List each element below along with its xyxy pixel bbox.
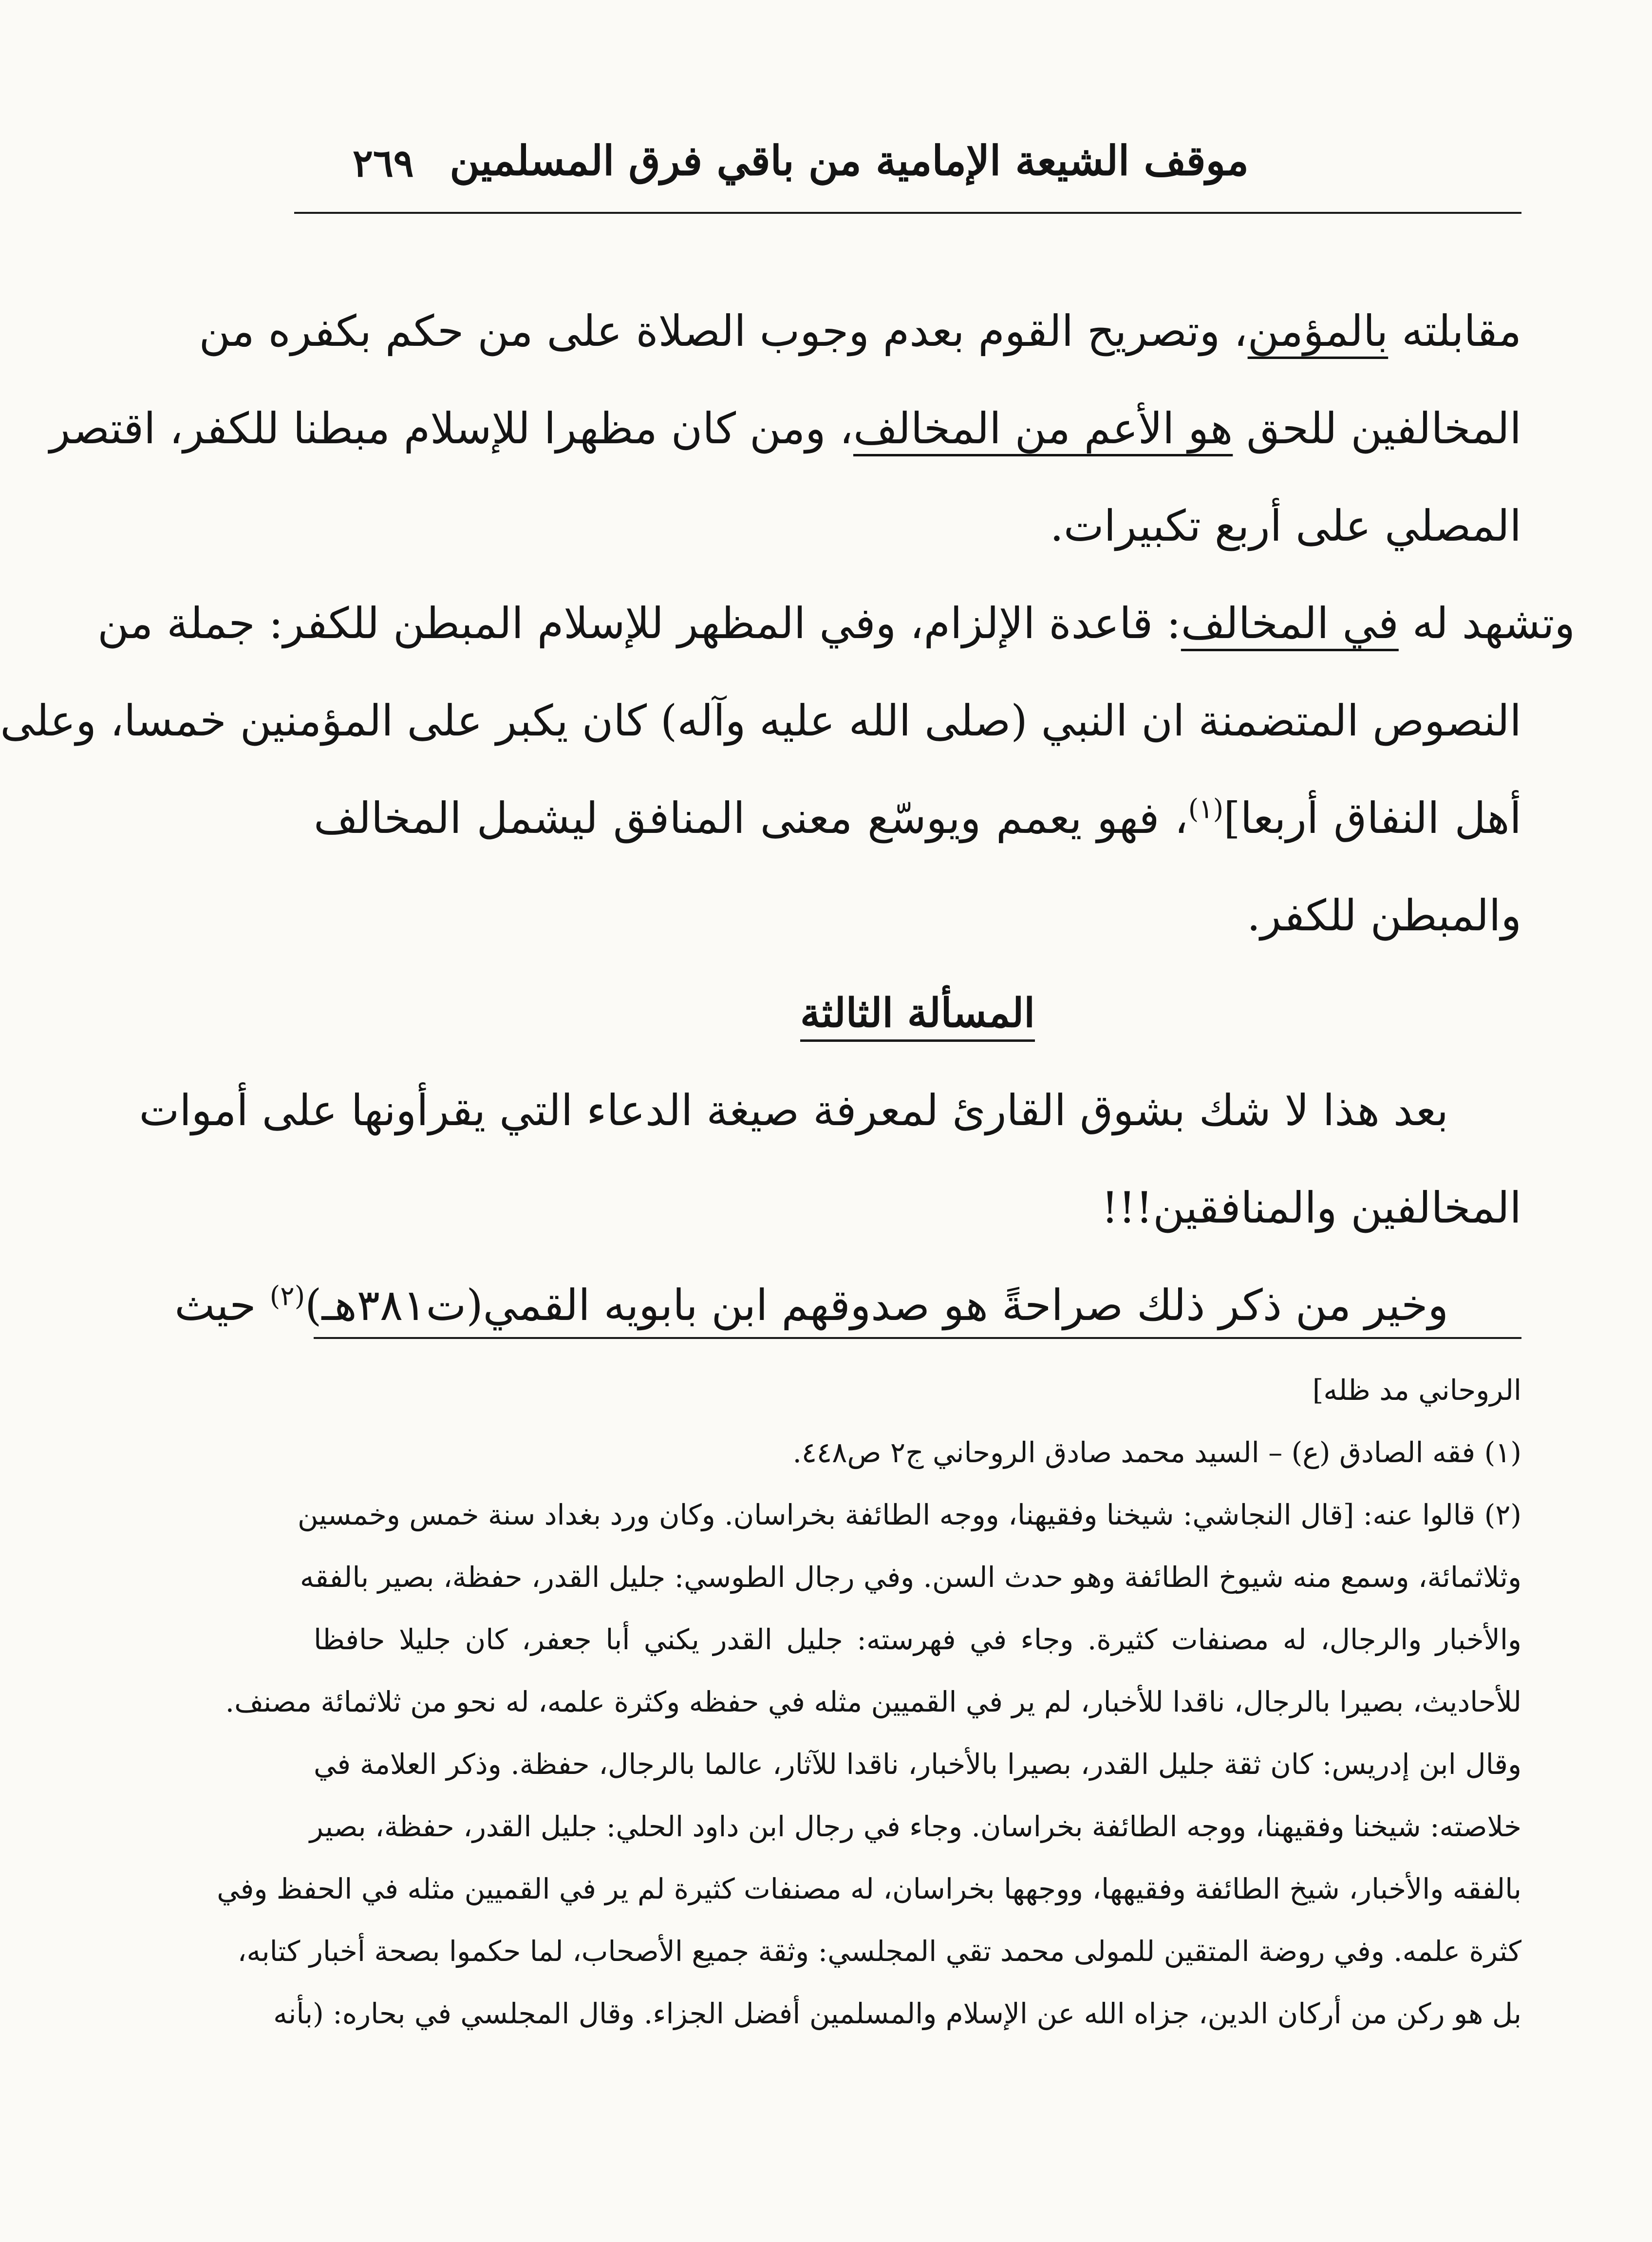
underlined-phrase: في المخالف: [1181, 598, 1399, 648]
body-line-1: مقابلته بالمؤمن، وتصريح القوم بعدم وجوب الصلاة على من حكم بكفره من: [199, 306, 1521, 356]
body-line-6-end: ، فهو يعمم ويوسّع معنى المنافق ليشمل المخالف: [314, 793, 1188, 843]
footnote-line-6: للأحاديث، بصيرا بالرجال، ناقدا للأخبار، لم ير في القميين مثله في حفظه وكثرة علمه، له نحو من ثلاثمائة مصنف.: [225, 1685, 1521, 1718]
footnote-line-9: بالفقه والأخبار، شيخ الطائفة وفقيهها، ووجهها بخراسان، له مصنفات كثيرة لم ير في القميين مثله في الحفظ وفي: [217, 1872, 1521, 1905]
footnote-ref-2: (٢): [269, 1280, 305, 1312]
underlined-phrase: هو الأعم من المخالف: [853, 403, 1233, 453]
header-rule: [294, 212, 1521, 214]
body-line-7: والمبطن للكفر.: [1247, 890, 1521, 941]
footnote-line-1: الروحاني مد ظله]: [1312, 1374, 1521, 1407]
footnote-separator: [314, 1337, 1521, 1339]
body-line-6: [314, 770, 1521, 867]
body-line-4: وتشهد له في المخالف: قاعدة الإلزام، وفي المظهر للإسلام المبطن للكفر: جملة من: [97, 598, 1575, 648]
footnote-line-8: خلاصته: شيخنا وفقيهنا، ووجه الطائفة بخراسان. وجاء في رجال ابن داود الحلي: جليل القدر، حفظة، بصير: [309, 1810, 1521, 1843]
footnote-line-7: وقال ابن إدريس: كان ثقة جليل القدر، بصيرا بالأخبار، ناقدا للآثار، عالما بالرجال، حفظة. وذكر العلامة في: [314, 1748, 1521, 1781]
body-line-6-start: أهل النفاق أربعا]: [1223, 793, 1522, 843]
running-title: موقف الشيعة الإمامية من باقي فرق المسلمين: [450, 136, 1249, 185]
para2-line-3-end: حيث: [174, 1280, 270, 1330]
page-number: ٢٦٩: [353, 141, 414, 186]
footnote-ref-1: (١): [1188, 793, 1224, 825]
footnote-line-11: بل هو ركن من أركان الدين، جزاه الله عن الإسلام والمسلمين أفضل الجزاء. وقال المجلسي في بحاره: (بأنه: [273, 1997, 1521, 2030]
para2-line-1: بعد هذا لا شك بشوق القارئ لمعرفة صيغة الدعاء التي يقرأونها على أموات: [139, 1085, 1448, 1135]
footnote-line-2: (١) فقه الصادق (ع) – السيد محمد صادق الروحاني ج٢ ص٤٤٨.: [792, 1436, 1521, 1469]
main-text: [0, 283, 1575, 1354]
para2-line-3-text: وخير من ذكر ذلك صراحةً هو صدوقهم ابن بابويه القمي(ت٣٨١هـ): [305, 1280, 1448, 1330]
section-heading: [314, 964, 1521, 1062]
footnote-line-4: وثلاثمائة، وسمع منه شيوخ الطائفة وهو حدث السن. وفي رجال الطوسي: جليل القدر، حفظة، بصير بالفقه: [300, 1561, 1521, 1594]
section-heading-text: المسألة الثالثة: [800, 990, 1035, 1042]
page-header: [294, 122, 1521, 229]
footnotes: [217, 1359, 1521, 2045]
body-line-3: المصلي على أربع تكبيرات.: [1050, 501, 1521, 551]
para2-line-2: المخالفين والمنافقين!!!: [1101, 1183, 1521, 1233]
para2-line-3: [174, 1257, 1521, 1354]
body-line-5: النصوص المتضمنة ان النبي (صلى الله عليه وآله) كان يكبر على المؤمنين خمسا، وعلى: [0, 696, 1521, 746]
footnote-line-3: (٢) قالوا عنه: [قال النجاشي: شيخنا وفقيهنا، ووجه الطائفة بخراسان. وكان ورد بغداد سنة خمس وخمسين: [298, 1498, 1521, 1531]
footnote-line-10: كثرة علمه. وفي روضة المتقين للمولى محمد تقي المجلسي: وثقة جميع الأصحاب، لما حكموا بصحة أخبار كتابه،: [237, 1935, 1521, 1968]
underlined-phrase: بالمؤمن: [1247, 306, 1389, 356]
body-line-2: المخالفين للحق هو الأعم من المخالف، ومن كان مظهرا للإسلام مبطنا للكفر، اقتصر: [49, 403, 1521, 453]
footnote-line-5: والأخبار والرجال، له مصنفات كثيرة. وجاء في فهرسته: جليل القدر يكني أبا جعفر، كان جليلا حافظا: [314, 1623, 1521, 1656]
